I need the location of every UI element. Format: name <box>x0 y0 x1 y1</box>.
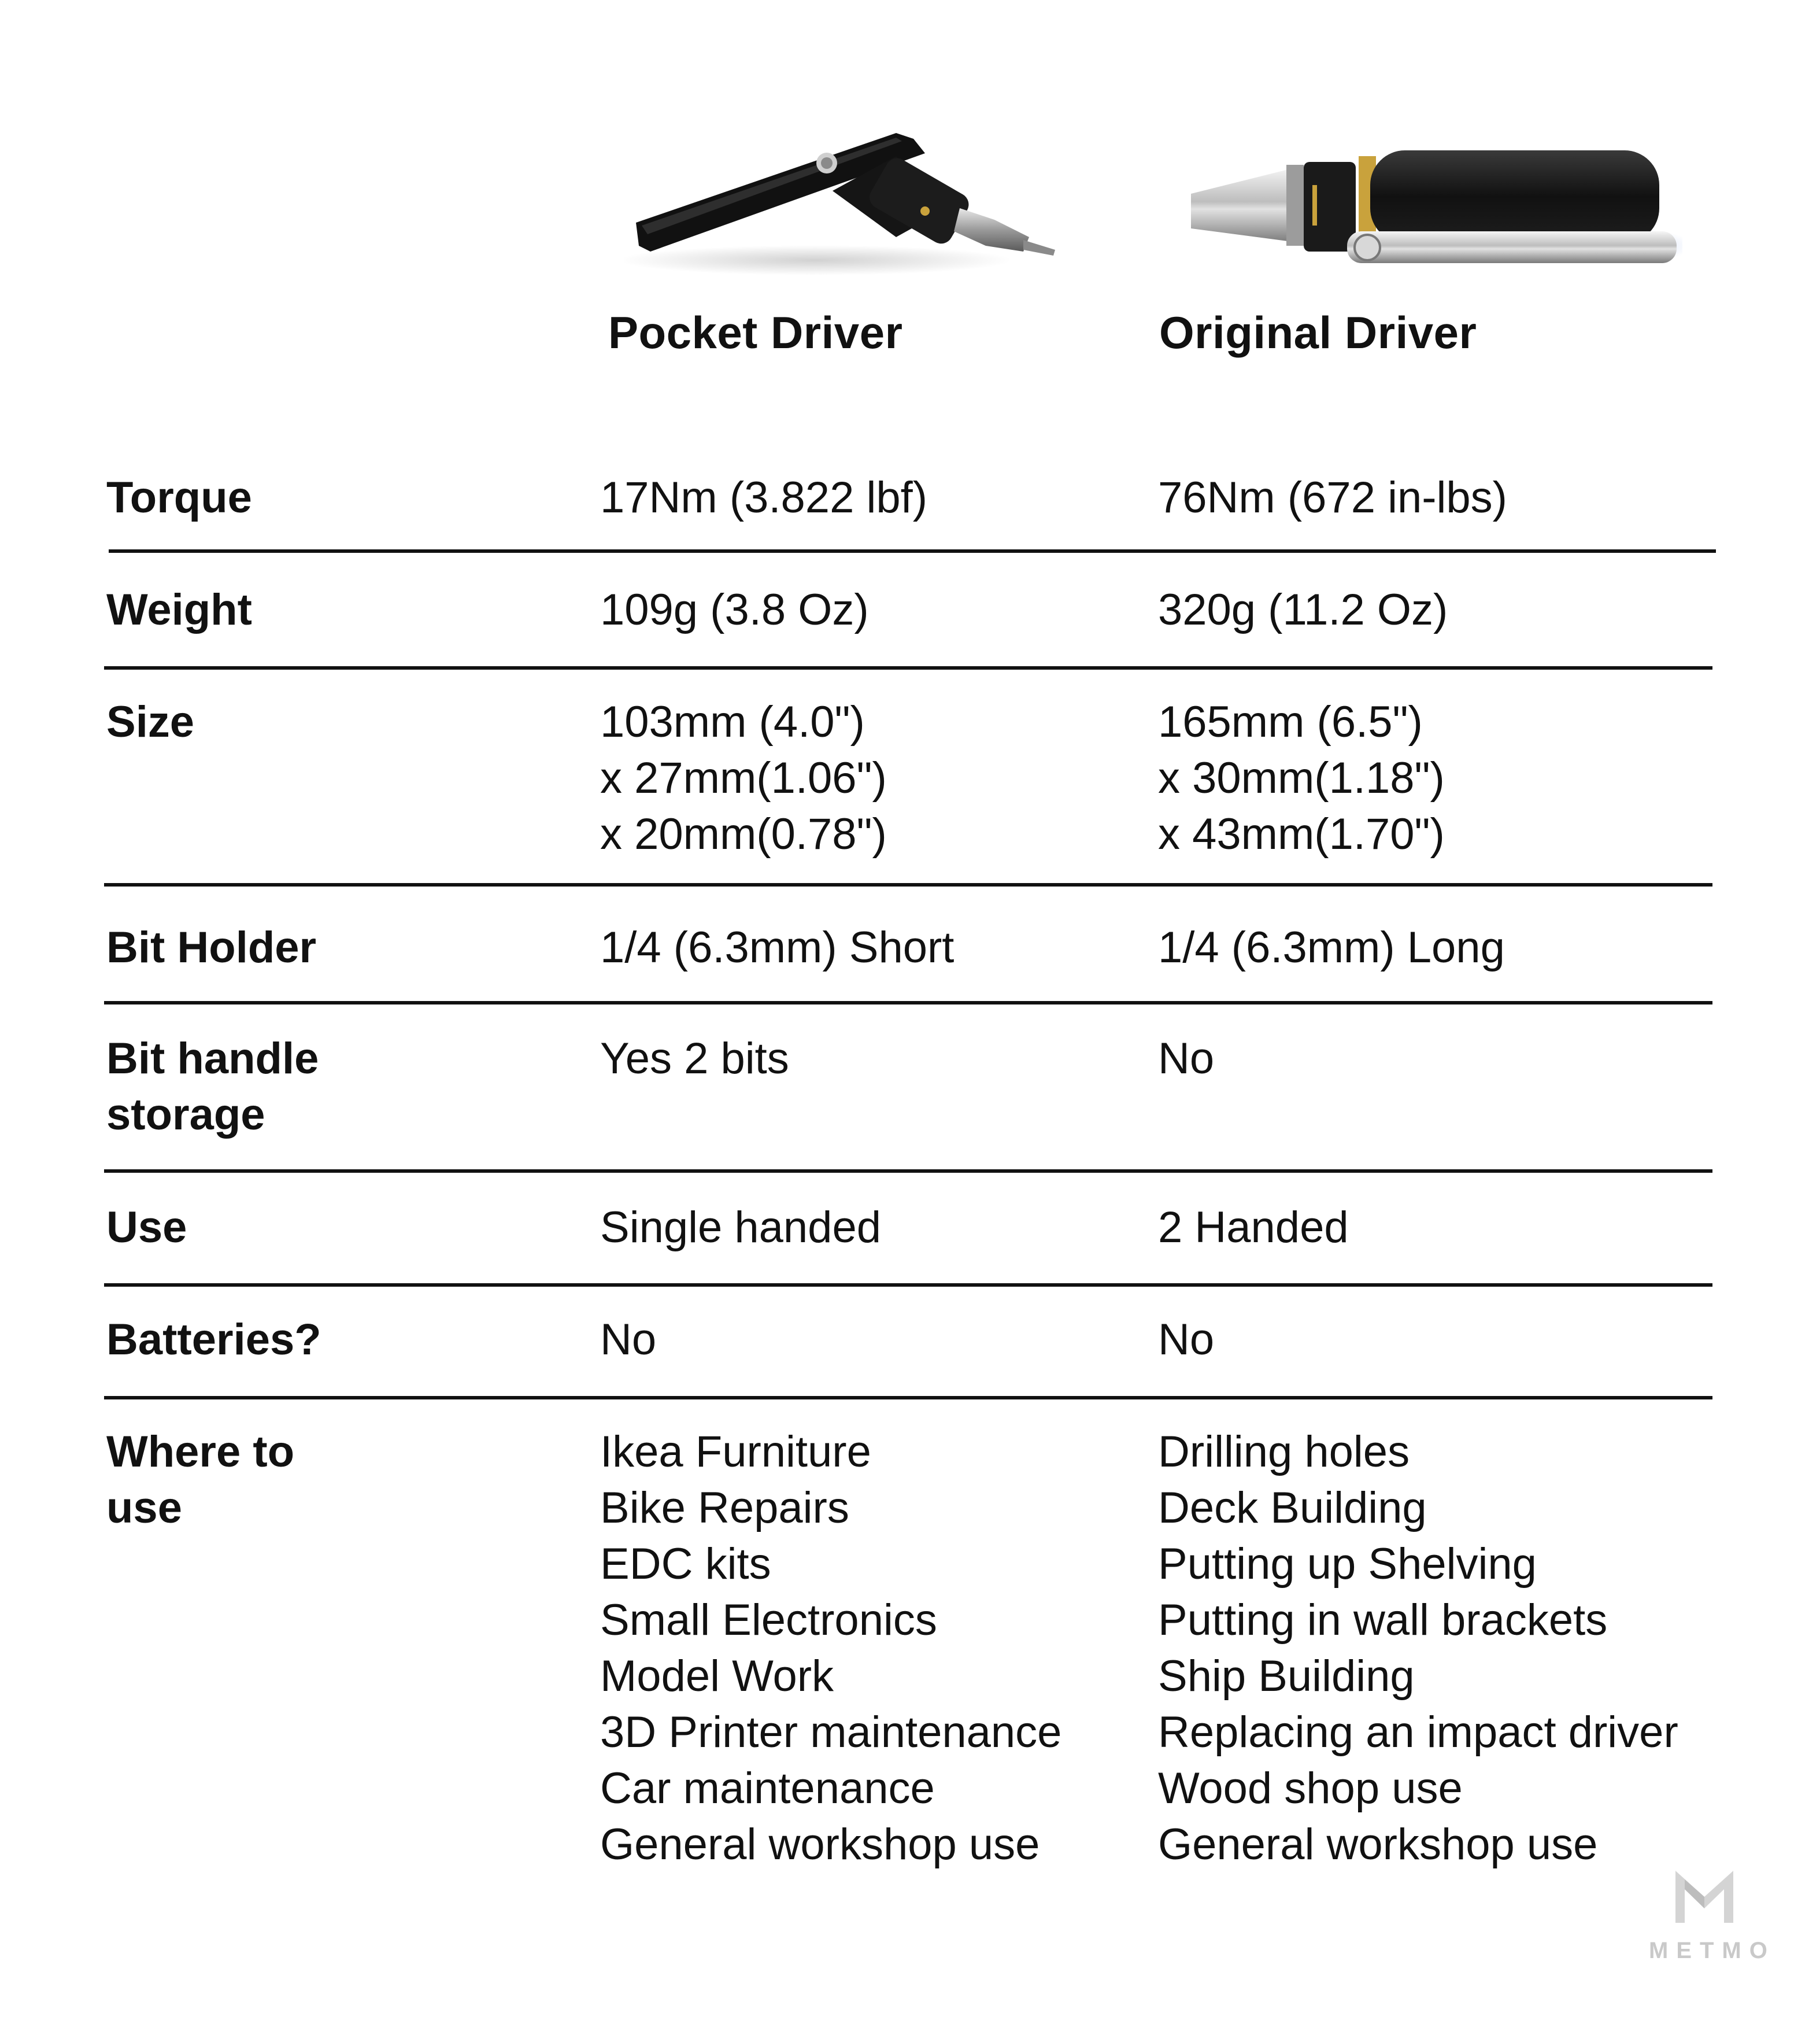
pocket-value-line: 3D Printer maintenance <box>600 1708 1062 1757</box>
pocket-value-line: 1/4 (6.3mm) Short <box>600 923 955 972</box>
pocket-value-line: Bike Repairs <box>600 1483 849 1532</box>
row-label-line: use <box>106 1483 182 1532</box>
original-value <box>1158 582 1448 638</box>
pocket-value <box>600 1312 656 1368</box>
pocket-value-line: 17Nm (3.822 lbf) <box>600 473 928 522</box>
metmo-logo-icon <box>1670 1865 1739 1929</box>
pocket-value-line: 109g (3.8 Oz) <box>600 585 869 634</box>
row-label <box>106 919 316 976</box>
original-value-line: General workshop use <box>1158 1820 1598 1869</box>
original-driver-image <box>1185 150 1682 272</box>
original-value <box>1158 1424 1678 1873</box>
row-divider <box>104 883 1712 887</box>
pocket-value <box>600 1031 789 1087</box>
row-label-line: storage <box>106 1090 265 1139</box>
pocket-value-line: General workshop use <box>600 1820 1040 1869</box>
pocket-value <box>600 919 954 976</box>
pocket-value-line: No <box>600 1315 657 1364</box>
original-value-line: 2 Handed <box>1158 1203 1349 1252</box>
metmo-logo <box>1641 1865 1775 1964</box>
pocket-value <box>600 1199 881 1255</box>
row-label-line: Torque <box>106 473 252 522</box>
pocket-value-line: Small Electronics <box>600 1596 937 1645</box>
pocket-value-line: x 27mm(1.06") <box>600 754 887 803</box>
original-value <box>1158 1312 1214 1368</box>
row-label-line: Bit Holder <box>106 923 317 972</box>
original-value <box>1158 1031 1214 1087</box>
original-value-line: Putting up Shelving <box>1158 1539 1537 1589</box>
row-divider <box>104 1001 1712 1004</box>
row-label <box>106 1424 294 1536</box>
row-divider <box>104 1396 1712 1399</box>
pocket-value-line: x 20mm(0.78") <box>600 810 887 859</box>
pocket-value <box>600 582 869 638</box>
pocket-value-line: Car maintenance <box>600 1764 935 1813</box>
pocket-driver-title: Pocket Driver <box>608 307 903 358</box>
original-value-line: 1/4 (6.3mm) Long <box>1158 923 1505 972</box>
row-label <box>106 1312 321 1368</box>
pocket-value-line: EDC kits <box>600 1539 771 1589</box>
metmo-logo-text: METMO <box>1649 1938 1775 1963</box>
original-value-line: x 43mm(1.70") <box>1158 810 1445 859</box>
row-label-line: Size <box>106 697 195 747</box>
row-label-line: Use <box>106 1203 187 1252</box>
original-value-line: No <box>1158 1034 1215 1083</box>
original-driver-title: Original Driver <box>1159 307 1477 358</box>
pocket-value-line: Ikea Furniture <box>600 1427 871 1476</box>
row-label <box>106 582 252 638</box>
row-label <box>106 1199 187 1255</box>
row-label-line: Weight <box>106 585 252 634</box>
original-value <box>1158 694 1445 862</box>
pocket-driver-image <box>624 121 1058 283</box>
original-value-line: Drilling holes <box>1158 1427 1410 1476</box>
row-label-line: Where to <box>106 1427 295 1476</box>
pocket-value-line: Yes 2 bits <box>600 1034 789 1083</box>
row-label <box>106 1031 319 1143</box>
pocket-value <box>600 470 927 526</box>
original-value-line: Wood shop use <box>1158 1764 1463 1813</box>
pocket-value-line: Model Work <box>600 1652 834 1701</box>
row-divider <box>104 1169 1712 1173</box>
original-value-line: 165mm (6.5") <box>1158 697 1423 747</box>
original-value-line: 320g (11.2 Oz) <box>1158 585 1448 634</box>
original-value-line: Ship Building <box>1158 1652 1415 1701</box>
original-value-line: Putting in wall brackets <box>1158 1596 1608 1645</box>
pocket-value <box>600 694 887 862</box>
original-value-line: x 30mm(1.18") <box>1158 754 1445 803</box>
row-divider <box>109 549 1716 553</box>
original-value <box>1158 919 1505 976</box>
original-value <box>1158 470 1507 526</box>
row-label <box>106 694 194 750</box>
row-label <box>106 470 252 526</box>
pocket-value-line: Single handed <box>600 1203 881 1252</box>
row-label-line: Batteries? <box>106 1315 321 1364</box>
row-divider <box>104 1283 1712 1287</box>
row-divider <box>104 666 1712 670</box>
original-value-line: 76Nm (672 in-lbs) <box>1158 473 1507 522</box>
original-value-line: No <box>1158 1315 1215 1364</box>
pocket-value <box>600 1424 1061 1873</box>
original-value-line: Replacing an impact driver <box>1158 1708 1678 1757</box>
row-label-line: Bit handle <box>106 1034 319 1083</box>
original-value-line: Deck Building <box>1158 1483 1427 1532</box>
original-value <box>1158 1199 1349 1255</box>
pocket-value-line: 103mm (4.0") <box>600 697 865 747</box>
